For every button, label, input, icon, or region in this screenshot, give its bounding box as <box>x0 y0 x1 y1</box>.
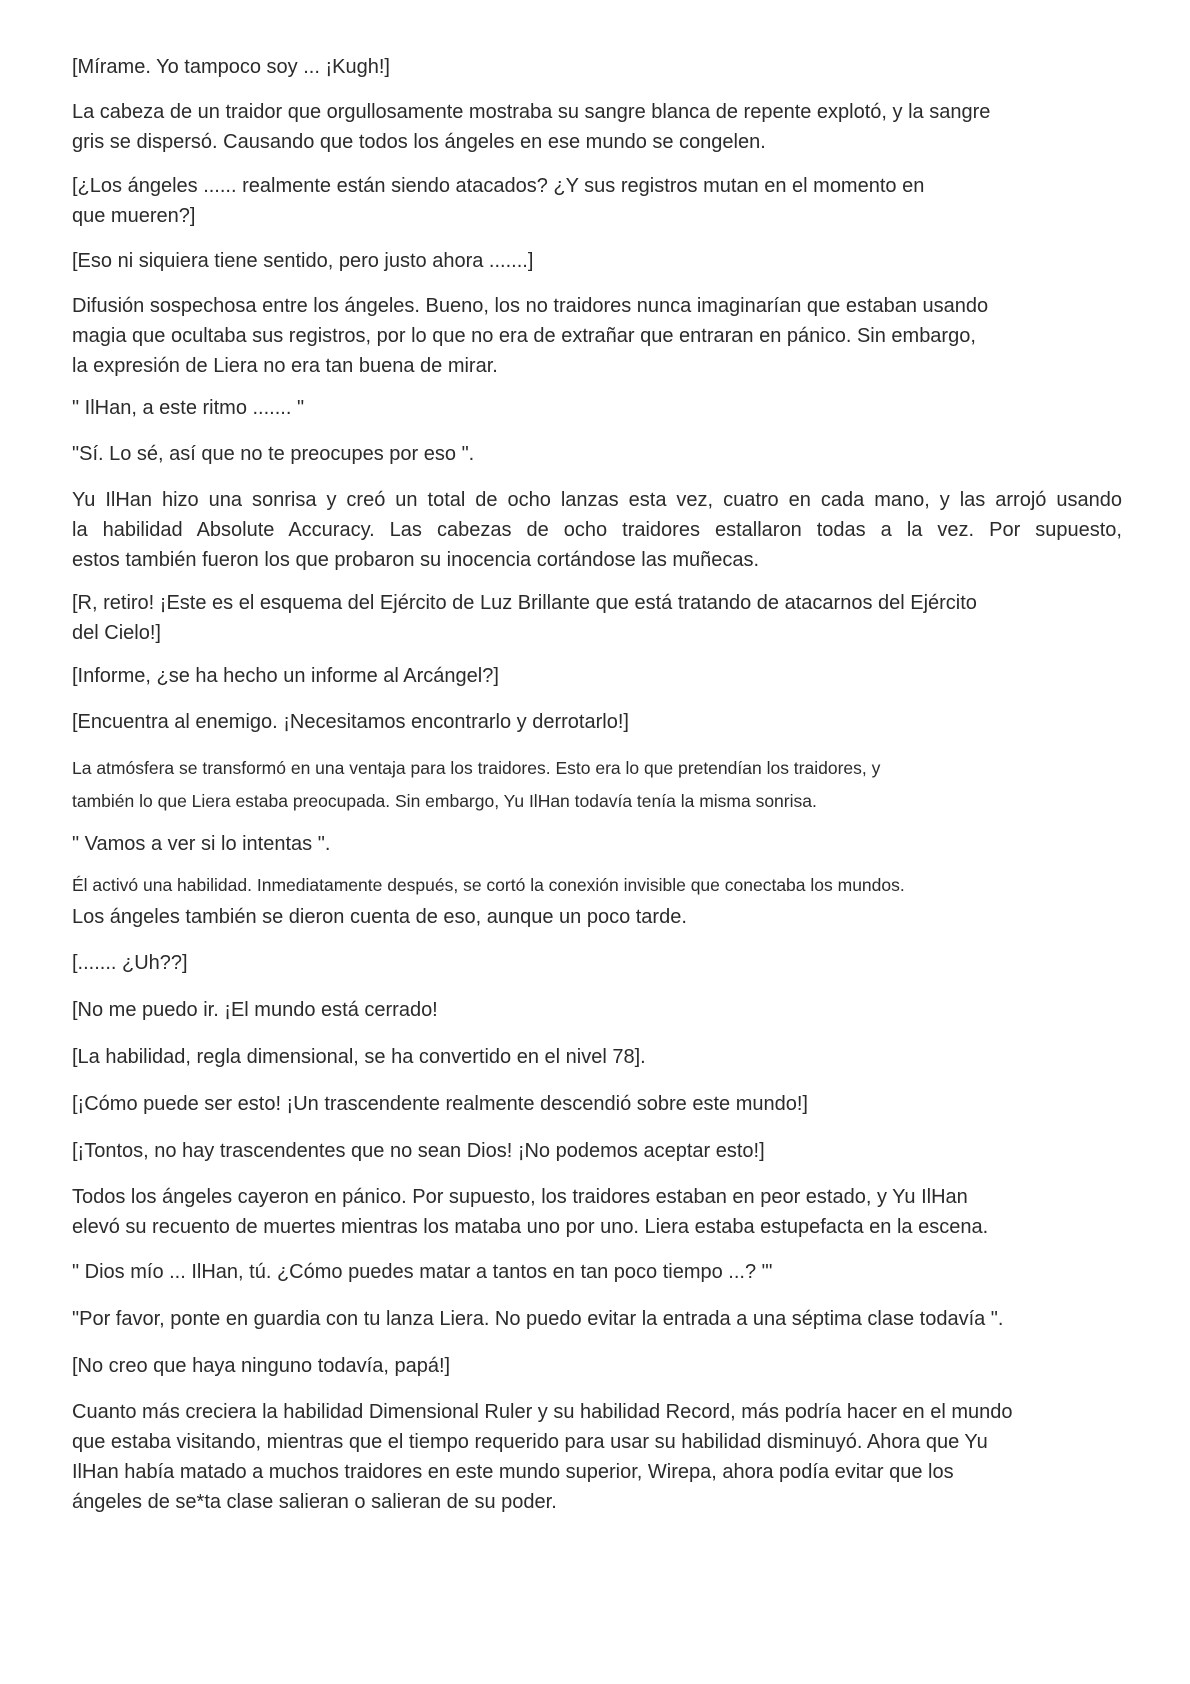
paragraph-6: " IlHan, a este ritmo ....... " <box>72 397 305 419</box>
paragraph-2: La cabeza de un traidor que orgullosamente mostraba su sangre blanca de repente explotó, y la sangre gris se dispersó. Causando que todos los ángeles en ese mundo se congelen. <box>72 101 991 153</box>
paragraph-12: La atmósfera se transformó en una ventaja para los traidores. Esto era lo que pretendían los traidores, y también lo que Liera estaba preocupada. Sin embargo, Yu IlHan todavía tenía la misma sonrisa. <box>72 758 881 811</box>
paragraph-3: [¿Los ángeles ...... realmente están siendo atacados? ¿Y sus registros mutan en el momento en que mueren?] <box>72 175 925 227</box>
paragraph-24: [No creo que haya ninguno todavía, papá!] <box>72 1355 451 1377</box>
paragraph-13: " Vamos a ver si lo intentas ". <box>72 833 331 855</box>
paragraph-15: Los ángeles también se dieron cuenta de eso, aunque un poco tarde. <box>72 906 687 928</box>
paragraph-14: Él activó una habilidad. Inmediatamente después, se cortó la conexión invisible que conectaba los mundos. <box>72 875 905 895</box>
paragraph-10: [Informe, ¿se ha hecho un informe al Arcángel?] <box>72 665 499 687</box>
paragraph-1: [Mírame. Yo tampoco soy ... ¡Kugh!] <box>72 56 390 78</box>
paragraph-17: [No me puedo ir. ¡El mundo está cerrado! <box>72 999 438 1021</box>
paragraph-19: [¡Cómo puede ser esto! ¡Un trascendente realmente descendió sobre este mundo!] <box>72 1093 808 1115</box>
paragraph-18: [La habilidad, regla dimensional, se ha convertido en el nivel 78]. <box>72 1046 646 1068</box>
paragraph-11: [Encuentra al enemigo. ¡Necesitamos encontrarlo y derrotarlo!] <box>72 711 629 733</box>
paragraph-25: Cuanto más creciera la habilidad Dimensional Ruler y su habilidad Record, más podría hacer en el mundo que estaba visitando, mientras que el tiempo requerido para usar su habilidad disminuyó. Ahora que Yu IlHan había matado a muchos traidores en este mundo superior, Wirepa, ahora podía evitar que los ángeles de se*ta clase salieran o salieran de su poder. <box>72 1401 1013 1513</box>
paragraph-9: [R, retiro! ¡Este es el esquema del Ejército de Luz Brillante que está tratando de atacarnos del Ejército del Cielo!] <box>72 592 977 644</box>
paragraph-5: Difusión sospechosa entre los ángeles. Bueno, los no traidores nunca imaginarían que estaban usando magia que ocultaba sus registros, por lo que no era de extrañar que entraran en pánico. Sin embargo, la expresión de Liera no era tan buena de mirar. <box>72 295 989 377</box>
paragraph-7: "Sí. Lo sé, así que no te preocupes por eso ". <box>72 443 475 465</box>
paragraph-23: "Por favor, ponte en guardia con tu lanza Liera. No puedo evitar la entrada a una séptima clase todavía ". <box>72 1308 1004 1330</box>
paragraph-8: Yu IlHan hizo una sonrisa y creó un total de ocho lanzas esta vez, cuatro en cada mano, y las arrojó usando la habilidad Absolute Accuracy. Las cabezas de ocho traidores estallaron todas a la vez. Por supuesto, estos también fueron los que probaron su inocencia cortándose las muñecas. <box>72 489 1122 571</box>
paragraph-22: " Dios mío ... IlHan, tú. ¿Cómo puedes matar a tantos en tan poco tiempo ...? "' <box>72 1261 773 1283</box>
paragraph-4: [Eso ni siquiera tiene sentido, pero justo ahora .......] <box>72 250 534 272</box>
paragraph-21: Todos los ángeles cayeron en pánico. Por supuesto, los traidores estaban en peor estado, y Yu IlHan elevó su recuento de muertes mientras los mataba uno por uno. Liera estaba estupefacta en la escena. <box>72 1186 989 1238</box>
paragraph-16: [....... ¿Uh??] <box>72 952 188 974</box>
paragraph-20: [¡Tontos, no hay trascendentes que no sean Dios! ¡No podemos aceptar esto!] <box>72 1140 765 1162</box>
